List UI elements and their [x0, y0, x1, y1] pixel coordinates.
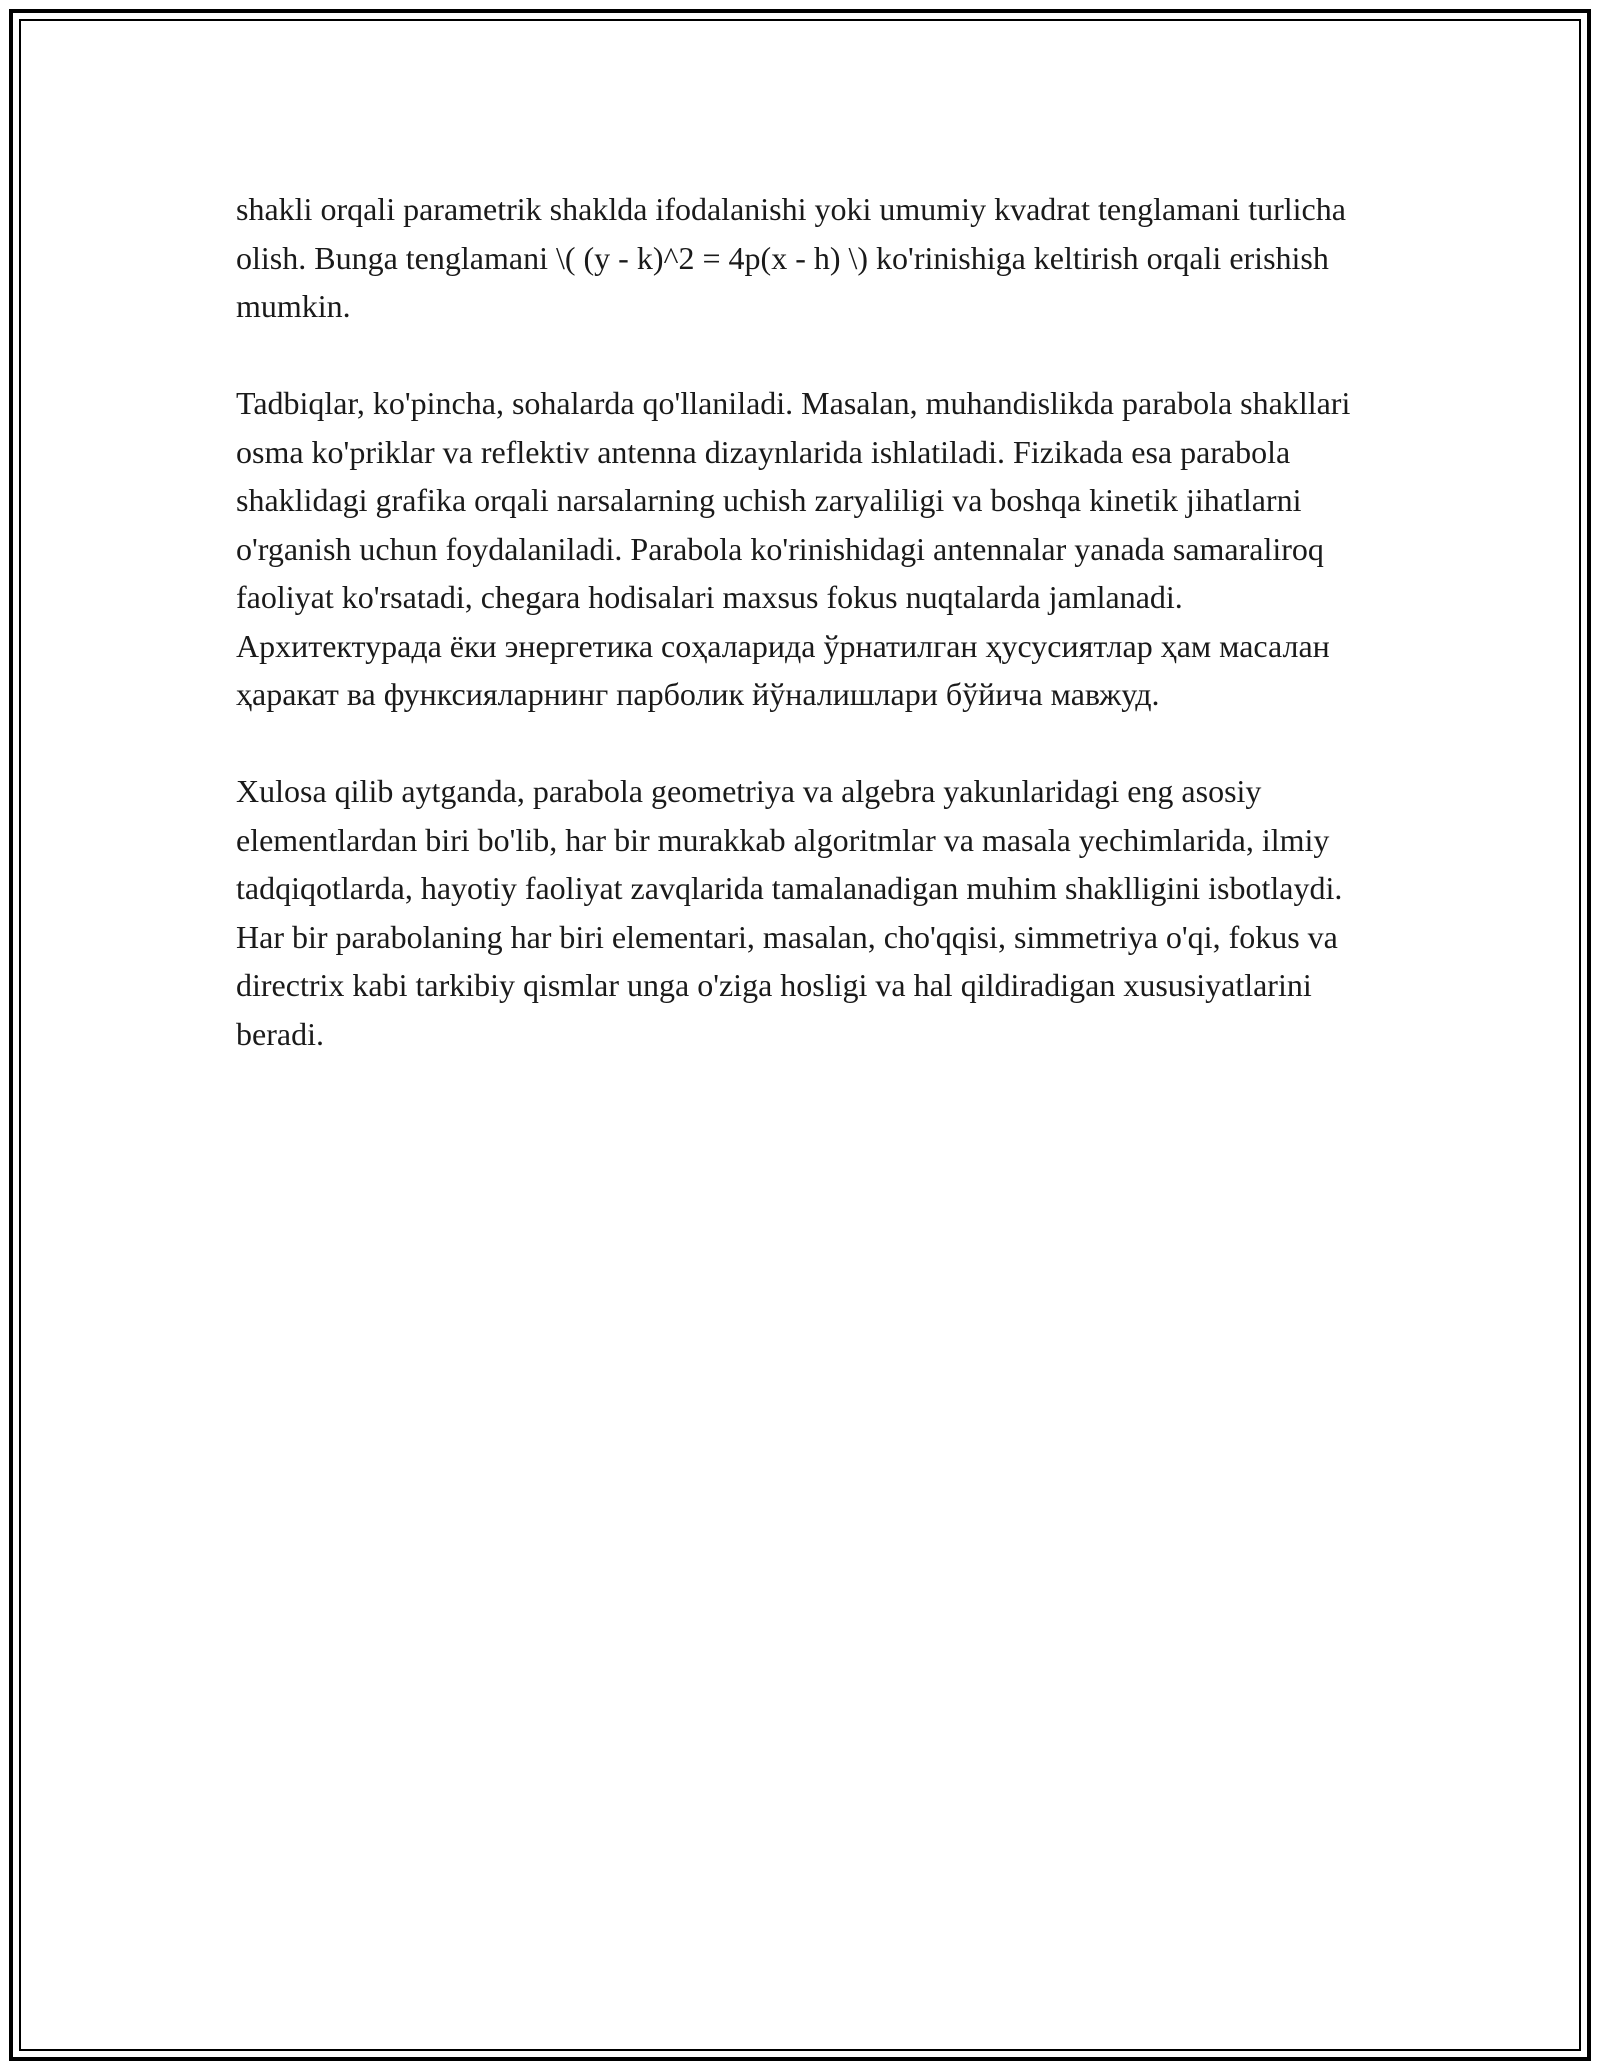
paragraph-parametric-form: shakli orqali parametrik shaklda ifodalanishi yoki umumiy kvadrat tenglamani turlicha olish. Bunga tenglamani \( (y - k)^2 = 4p(x - h) \) ko'rinishiga keltirish orqali erishish mumkin. [236, 191, 1346, 324]
paragraph-applications: Tadbiqlar, ko'pincha, sohalarda qo'llaniladi. Masalan, muhandislikda parabola shakllari osma ko'priklar va reflektiv antenna dizaynlarida ishlatiladi. Fizikada esa parabola shaklidagi grafika orqali narsalarning uchish zaryaliligi va boshqa kinetik jihatlarni o'rganish uchun foydalaniladi. Parabola ko'rinishidagi antennalar yanada samaraliroq faoliyat ko'rsatadi, chegara hodisalari maxsus fokus nuqtalarda jamlanadi. Архитектурада ёки энергетика соҳаларида ўрнатилган ҳусусиятлар ҳам масалан ҳаракат ва функсияларнинг парболик йўналишлари бўйича мавжуд. [236, 385, 1351, 712]
document-body [236, 185, 1376, 1058]
paragraph-conclusion: Xulosa qilib aytganda, parabola geometriya va algebra yakunlaridagi eng asosiy elementlardan biri bo'lib, har bir murakkab algoritmlar va masala yechimlarida, ilmiy tadqiqotlarda, hayotiy faoliyat zavqlarida tamalanadigan muhim shaklligini isbotlaydi. Har bir parabolaning har biri elementari, masalan, cho'qqisi, simmetriya o'qi, fokus va directrix kabi tarkibiy qismlar unga o'ziga hosligi va hal qildiradigan xususiyatlarini beradi. [236, 773, 1343, 1052]
